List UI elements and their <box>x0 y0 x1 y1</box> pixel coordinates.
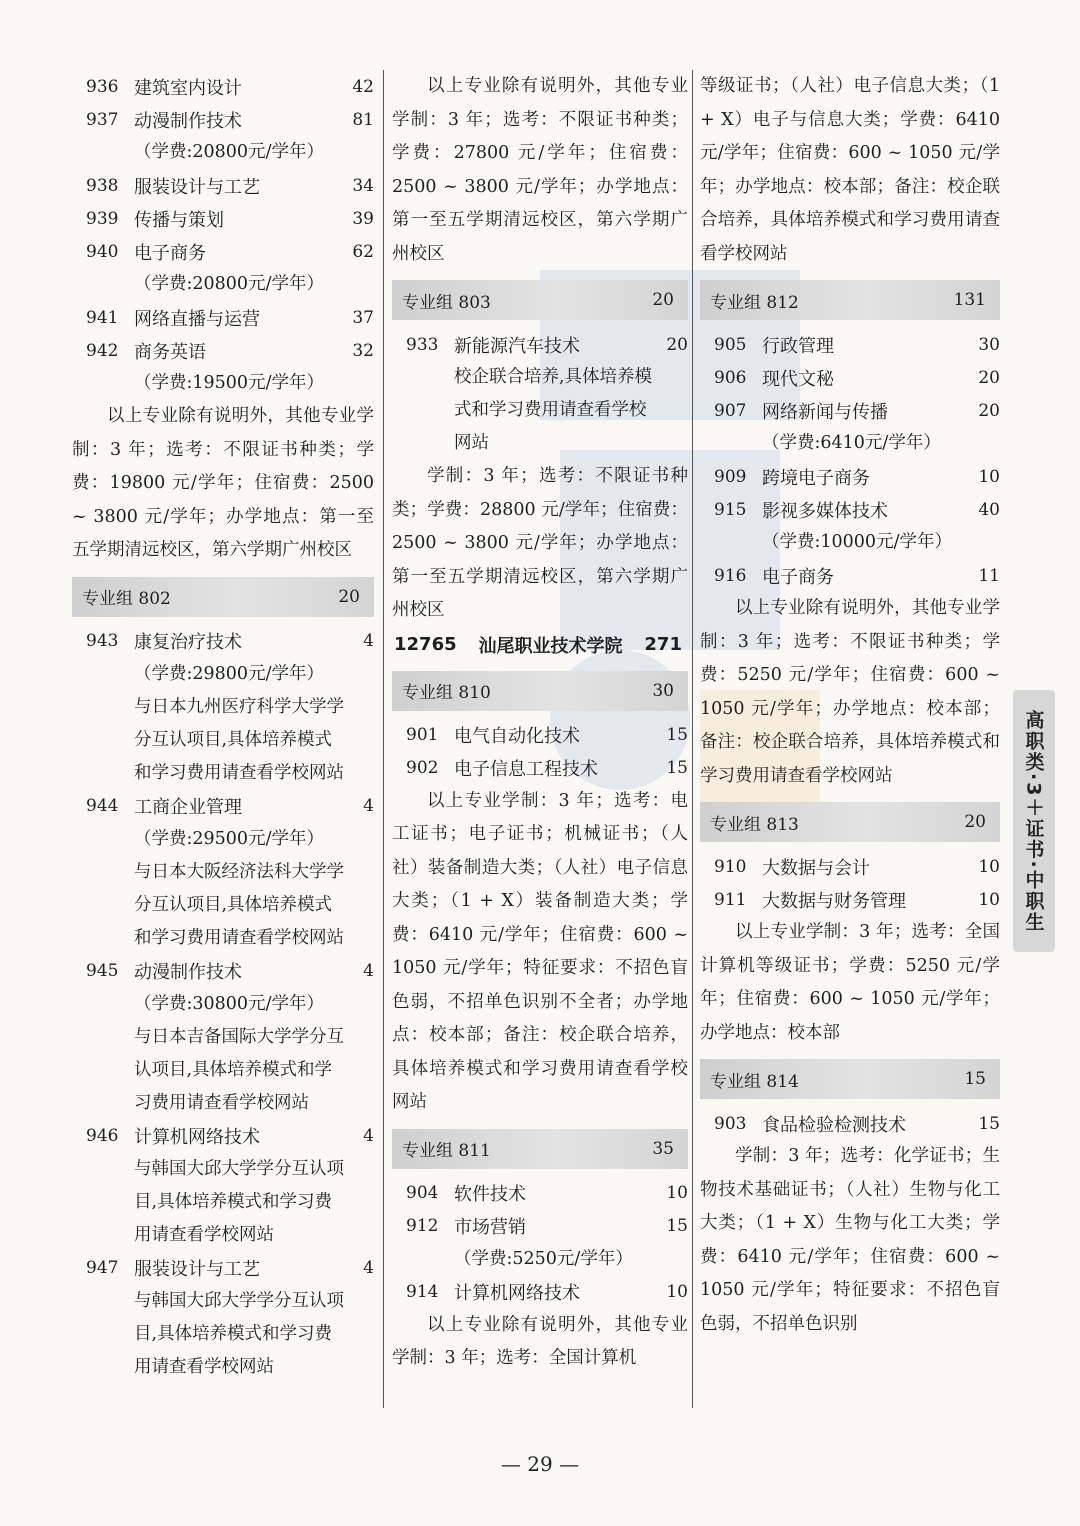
program-note: 与韩国大邱大学学分互认项 <box>134 1158 344 1179</box>
program-note: （学费:30800元/学年） <box>134 993 324 1014</box>
program-row <box>72 1252 374 1285</box>
program-code: 901 <box>406 725 439 745</box>
program-note: 与韩国大邱大学学分互认项 <box>134 1290 344 1311</box>
program-name: 软件技术 <box>454 1184 526 1205</box>
program-name: 食品检验检测技术 <box>762 1114 906 1136</box>
program-name: 新能源汽车技术 <box>454 335 580 357</box>
program-row <box>700 883 1000 916</box>
program-note: 和学习费用请查看学校网站 <box>134 762 344 783</box>
program-name: 现代文秘 <box>762 368 834 390</box>
notes-paragraph: 以上专业除有说明外，其他专业学制：3 年；选考：不限证书种类；学费：5250 元/学年；住宿费：600 ~ 1050 元/学年；办学地点：校本部；备注：校企联合培养，具体培养模式和学习费用请查看学校网站 <box>700 598 1000 786</box>
notes-paragraph: 学制：3 年；选考：不限证书种类；学费：28800 元/学年；住宿费：2500 ~ 3800 元/学年；办学地点：第一至五学期清远校区，第六学期广州校区 <box>392 466 688 620</box>
program-name: 大数据与财务管理 <box>762 890 906 912</box>
program-code: 907 <box>714 400 747 421</box>
program-note: 和学习费用请查看学校网站 <box>134 927 344 948</box>
program-row <box>700 328 1000 361</box>
program-count: 15 <box>978 1113 1000 1134</box>
notes-paragraph: 以上专业学制：3 年；选考：电工证书；电子证书；机械证书；（人社）装备制造大类；（人社）电子信息大类；（1 + X）装备制造大类；学费：6410 元/学年；住宿费：600 ~ 1050 元/学年；特征要求：不招色盲色弱，不招单色识别不全者；办学地点：校本部；备注：校企联合培养，具体培养模式和学习费用请查看学校网站 <box>392 790 688 1112</box>
program-count: 4 <box>363 796 374 816</box>
program-note: 习费用请查看学校网站 <box>134 1092 309 1113</box>
program-code: 916 <box>714 565 747 586</box>
side-tab: 高职类·3＋证书·中职生 <box>1013 690 1055 952</box>
group-count: 20 <box>964 812 986 832</box>
program-row <box>72 625 374 658</box>
program-row <box>392 752 688 785</box>
program-count: 20 <box>978 400 1000 421</box>
group-count: 20 <box>338 586 360 607</box>
program-note: 认项目,具体培养模式和学 <box>134 1059 333 1080</box>
college-name: 汕尾职业技术学院 <box>478 635 623 657</box>
group-label: 专业组 812 <box>710 292 799 313</box>
program-count: 81 <box>352 109 374 130</box>
program-name: 服装设计与工艺 <box>134 176 260 198</box>
program-code: 942 <box>86 340 119 361</box>
notes-paragraph: 以上专业除有说明外，其他专业学制：3 年；选考：全国计算机 <box>392 1314 688 1368</box>
column-2 <box>392 70 688 1376</box>
notes-paragraph: 学制：3 年；选考：化学证书；生物技术基础证书；（人社）生物与化工大类；（1 + X）生物与化工大类；学费：6410 元/学年；住宿费：600 ~ 1050 元/学年；特征要求：不招色盲色弱，不招单色识别 <box>700 1146 1000 1334</box>
program-row <box>72 169 374 202</box>
program-code: 944 <box>86 796 119 816</box>
program-count: 4 <box>363 961 374 981</box>
program-name: 网络直播与运营 <box>134 308 260 330</box>
group-count: 131 <box>953 290 986 310</box>
group-header-803 <box>392 280 688 320</box>
program-code: 902 <box>406 758 439 778</box>
group-header-813 <box>700 802 1000 842</box>
program-row <box>392 719 688 752</box>
page-number: — 29 — <box>500 1452 580 1476</box>
program-count: 32 <box>352 340 374 361</box>
program-row <box>392 1276 688 1309</box>
notes-paragraph: 以上专业学制：3 年；选考：全国计算机等级证书；学费：5250 元/学年；住宿费：600 ~ 1050 元/学年；办学地点：校本部 <box>700 922 1000 1043</box>
program-note: 与日本吉备国际大学学分互 <box>134 1026 344 1047</box>
program-note: 用请查看学校网站 <box>134 1356 274 1377</box>
program-list <box>72 625 374 1384</box>
program-row <box>700 1107 1000 1140</box>
group-count: 20 <box>652 290 674 310</box>
group-count: 30 <box>652 680 674 701</box>
group-label: 专业组 802 <box>82 589 171 609</box>
program-code: 936 <box>86 76 119 97</box>
program-count: 10 <box>666 1282 688 1302</box>
program-name: 电子信息工程技术 <box>454 759 598 780</box>
program-count: 10 <box>978 466 1000 487</box>
program-name: 电气自动化技术 <box>454 726 580 747</box>
group-header-812 <box>700 280 1000 320</box>
notes-paragraph: 以上专业除有说明外，其他专业学制：3 年；选考：不限证书种类；学费：19800 元/学年；住宿费：2500 ~ 3800 元/学年；办学地点：第一至五学期清远校区，第六学期广州校区 <box>72 406 374 560</box>
program-count: 39 <box>352 208 374 229</box>
program-note: 分互认项目,具体培养模式 <box>134 729 333 750</box>
program-count: 15 <box>666 1216 688 1236</box>
program-count: 10 <box>978 856 1000 877</box>
program-count: 30 <box>978 334 1000 355</box>
program-code: 910 <box>714 856 747 877</box>
program-count: 62 <box>352 241 374 262</box>
program-name: 大数据与会计 <box>762 857 870 879</box>
group-header-814 <box>700 1059 1000 1099</box>
program-code: 946 <box>86 1126 119 1146</box>
program-count: 4 <box>363 1258 374 1278</box>
program-name: 网络新闻与传播 <box>762 401 888 423</box>
program-row <box>72 1120 374 1153</box>
program-count: 4 <box>363 631 374 651</box>
program-count: 34 <box>352 175 374 196</box>
program-name: 商务英语 <box>134 341 206 363</box>
program-note: 目,具体培养模式和学习费 <box>134 1191 333 1212</box>
program-row <box>72 955 374 988</box>
program-code: 947 <box>86 1258 119 1278</box>
program-code: 912 <box>406 1216 439 1236</box>
program-row <box>700 559 1000 592</box>
program-code: 904 <box>406 1183 439 1203</box>
program-name: 市场营销 <box>454 1217 526 1238</box>
program-code: 903 <box>714 1113 747 1134</box>
program-note: 目,具体培养模式和学习费 <box>134 1323 333 1344</box>
group-header-810 <box>392 671 688 711</box>
program-note: （学费:20800元/学年） <box>134 142 324 162</box>
group-label: 专业组 810 <box>402 683 491 703</box>
column-divider-right <box>692 70 693 1408</box>
program-row <box>72 70 374 103</box>
program-name: 电子商务 <box>762 566 834 588</box>
program-row <box>72 235 374 268</box>
program-name: 服装设计与工艺 <box>134 1259 260 1280</box>
program-count: 20 <box>978 367 1000 388</box>
program-count: 42 <box>352 76 374 97</box>
program-row <box>392 1210 688 1243</box>
program-name: 康复治疗技术 <box>134 632 242 653</box>
program-name: 行政管理 <box>762 335 834 357</box>
program-note: （学费:6410元/学年） <box>762 433 941 453</box>
notes-paragraph: 以上专业除有说明外，其他专业学制：3 年；选考：不限证书种类；学费：27800 元/学年；住宿费：2500 ~ 3800 元/学年；办学地点：第一至五学期清远校区，第六学期广州校区 <box>392 76 688 264</box>
program-count: 10 <box>666 1183 688 1203</box>
program-row <box>700 394 1000 427</box>
program-count: 10 <box>978 889 1000 910</box>
column-3 <box>700 70 1000 1341</box>
program-count: 40 <box>978 499 1000 520</box>
program-note: （学费:29500元/学年） <box>134 828 324 849</box>
program-code: 945 <box>86 961 119 981</box>
program-row <box>700 850 1000 883</box>
program-name: 电子商务 <box>134 242 206 264</box>
program-count: 11 <box>978 565 1000 586</box>
program-code: 915 <box>714 499 747 520</box>
column-divider-left <box>383 70 384 1408</box>
program-note: （学费:29800元/学年） <box>134 663 324 684</box>
program-code: 914 <box>406 1282 439 1302</box>
college-count: 271 <box>644 634 682 655</box>
program-note: 与日本九州医疗科学大学学 <box>134 696 344 717</box>
program-count: 37 <box>352 307 374 328</box>
group-count: 35 <box>652 1138 674 1159</box>
program-list <box>700 328 1000 592</box>
program-count: 15 <box>666 758 688 778</box>
program-row <box>392 328 688 361</box>
program-count: 4 <box>363 1126 374 1146</box>
program-note: （学费:20800元/学年） <box>134 274 324 294</box>
program-name: 工商企业管理 <box>134 797 242 818</box>
group-header-802 <box>72 577 374 617</box>
program-row <box>392 1177 688 1210</box>
program-note: （学费:19500元/学年） <box>134 373 324 393</box>
program-note: 网站 <box>454 433 489 453</box>
program-note: 校企联合培养,具体培养模 <box>454 367 653 387</box>
program-code: 938 <box>86 175 119 196</box>
program-row <box>700 460 1000 493</box>
program-note: 与日本大阪经济法科大学学 <box>134 861 344 882</box>
program-name: 计算机网络技术 <box>134 1127 260 1148</box>
program-code: 909 <box>714 466 747 487</box>
program-code: 911 <box>714 889 747 910</box>
program-code: 941 <box>86 307 119 328</box>
program-row <box>700 493 1000 526</box>
program-row <box>72 301 374 334</box>
program-name: 动漫制作技术 <box>134 110 242 132</box>
group-label: 专业组 814 <box>710 1071 799 1092</box>
group-label: 专业组 803 <box>402 292 491 313</box>
college-header <box>392 628 688 662</box>
program-name: 动漫制作技术 <box>134 962 242 983</box>
program-list <box>392 719 688 785</box>
program-code: 933 <box>406 334 439 355</box>
program-row <box>72 790 374 823</box>
program-name: 跨境电子商务 <box>762 467 870 489</box>
program-code: 939 <box>86 208 119 229</box>
program-name: 影视多媒体技术 <box>762 500 888 522</box>
program-note: （学费:10000元/学年） <box>762 532 952 552</box>
program-row <box>72 103 374 136</box>
program-count: 15 <box>666 725 688 745</box>
group-header-811 <box>392 1129 688 1169</box>
program-name: 计算机网络技术 <box>454 1283 580 1304</box>
college-code: 12765 <box>394 634 457 655</box>
program-code: 905 <box>714 334 747 355</box>
program-list <box>392 1177 688 1309</box>
notes-paragraph: 等级证书；（人社）电子信息大类；（1 + X）电子与信息大类；学费：6410 元/学年；住宿费：600 ~ 1050 元/学年；办学地点：校本部；备注：校企联合培养，具体培养模式和学习费用请查看学校网站 <box>700 76 1000 264</box>
program-name: 传播与策划 <box>134 209 224 231</box>
program-note: 用请查看学校网站 <box>134 1224 274 1245</box>
column-1 <box>72 70 374 1384</box>
program-list <box>700 1107 1000 1140</box>
group-label: 专业组 813 <box>710 814 799 835</box>
program-row <box>72 334 374 367</box>
program-code: 937 <box>86 109 119 130</box>
program-count: 20 <box>666 334 688 355</box>
program-note: （学费:5250元/学年） <box>454 1248 633 1269</box>
program-note: 分互认项目,具体培养模式 <box>134 894 333 915</box>
program-note: 式和学习费用请查看学校 <box>454 400 647 420</box>
program-code: 906 <box>714 367 747 388</box>
program-row <box>72 202 374 235</box>
program-code: 940 <box>86 241 119 262</box>
program-code: 943 <box>86 631 119 651</box>
group-label: 专业组 811 <box>402 1141 491 1161</box>
program-list <box>72 70 374 400</box>
program-name: 建筑室内设计 <box>134 77 242 99</box>
program-list <box>392 328 688 460</box>
program-row <box>700 361 1000 394</box>
group-count: 15 <box>964 1069 986 1089</box>
program-list <box>700 850 1000 916</box>
